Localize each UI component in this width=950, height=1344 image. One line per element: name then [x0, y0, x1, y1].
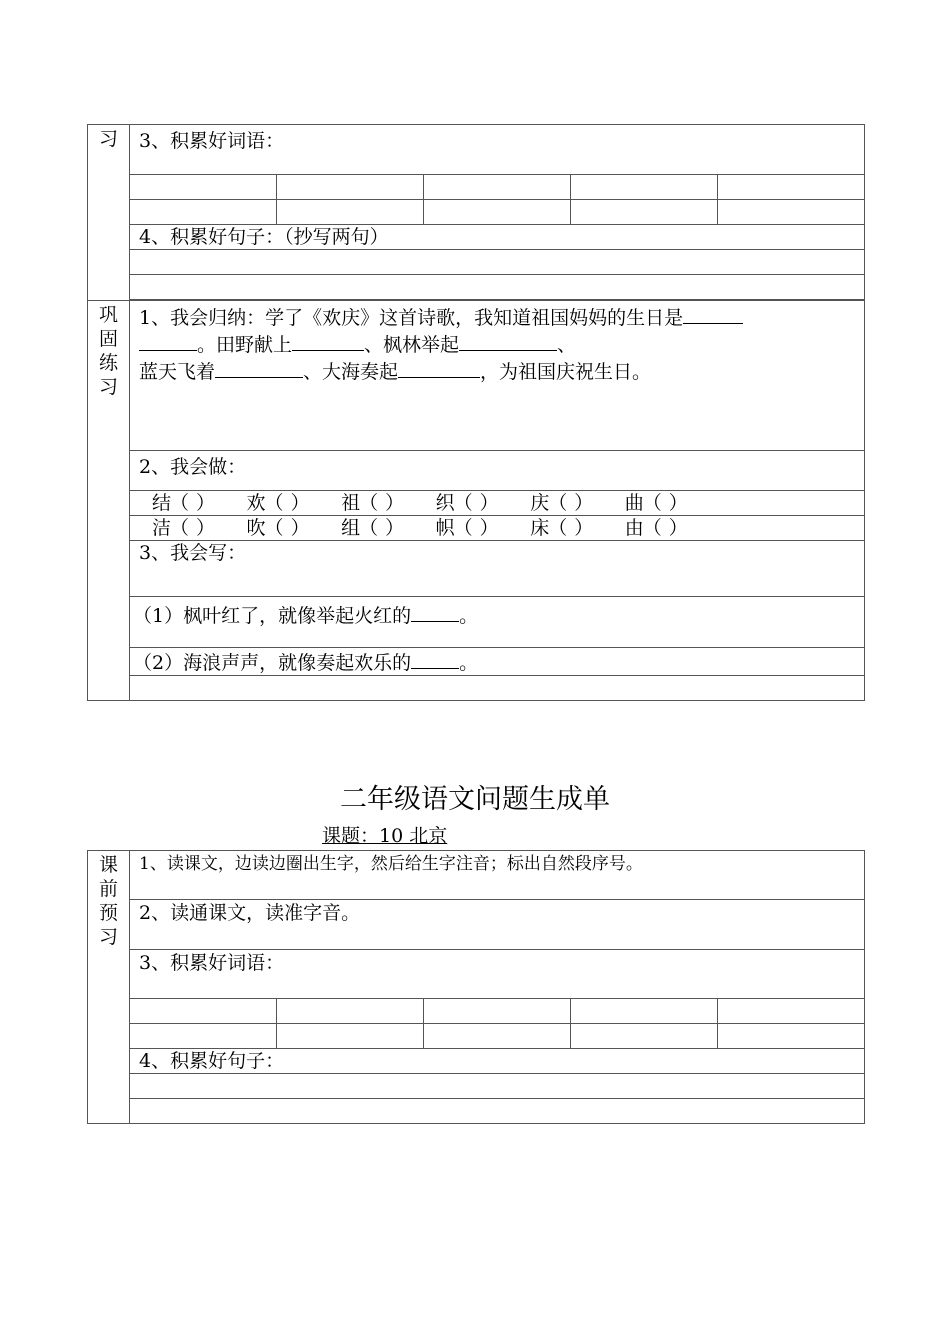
word-box[interactable] — [130, 1024, 277, 1049]
preview-q4-text: 4、积累好句子： — [139, 1050, 285, 1072]
char-paren[interactable]: （ ） — [264, 492, 311, 514]
char-paren[interactable]: （ ） — [642, 517, 689, 539]
do-prompt-row — [130, 451, 865, 491]
side-label-char: 习 — [98, 128, 118, 150]
section-label-consolidation — [88, 301, 130, 701]
summary-line2c: 、 — [557, 334, 577, 356]
worksheet-table-bottom — [87, 850, 865, 1124]
char-item: 洁 — [152, 517, 172, 539]
word-box[interactable] — [717, 1024, 864, 1049]
words-grid — [130, 175, 864, 224]
side-label-char: 预 — [98, 902, 118, 924]
write-item-2: （2）海浪声声，就像奏起欢乐的 。 — [130, 648, 865, 676]
sentence-line[interactable] — [130, 250, 865, 275]
word-box[interactable] — [717, 175, 864, 200]
word-box[interactable] — [130, 175, 277, 200]
answer-blank[interactable] — [398, 357, 480, 378]
char-group-row-1 — [130, 491, 865, 516]
word-box[interactable] — [570, 175, 717, 200]
sentences-prompt: 4、积累好句子：（抄写两句） — [139, 226, 389, 248]
char-item: 由 — [624, 517, 645, 539]
worksheet-table-top — [87, 124, 865, 701]
preview-q4 — [130, 1049, 865, 1074]
summary-line2b: 、枫林举起 — [364, 334, 460, 356]
word-box[interactable] — [570, 200, 717, 225]
words-prompt: 3、积累好词语： — [139, 130, 285, 152]
word-box[interactable] — [277, 175, 424, 200]
word-box[interactable] — [130, 200, 277, 225]
char-paren[interactable]: （ ） — [170, 517, 216, 539]
char-item: 欢 — [246, 492, 267, 514]
preview-q3-text: 3、积累好词语： — [139, 952, 285, 974]
words-grid — [130, 999, 864, 1048]
section-label-practice-end — [88, 125, 130, 301]
preview-q1-text: 1、读课文，边读边圈出生字，然后给生字注音；标出自然段序号。 — [139, 854, 643, 874]
word-box[interactable] — [570, 1024, 717, 1049]
char-paren[interactable]: （ ） — [642, 492, 689, 514]
word-box[interactable] — [277, 1024, 424, 1049]
answer-blank[interactable] — [459, 330, 557, 351]
answer-blank[interactable] — [292, 330, 364, 351]
summary-question — [130, 301, 865, 451]
side-label-char: 课 — [98, 854, 118, 876]
sentence-line[interactable] — [130, 275, 865, 300]
section-label-preview — [88, 851, 130, 1124]
char-item: 吹 — [246, 517, 267, 539]
word-box[interactable] — [570, 999, 717, 1024]
word-box[interactable] — [424, 999, 571, 1024]
char-paren[interactable]: （ ） — [548, 492, 594, 514]
word-box[interactable] — [277, 999, 424, 1024]
char-group-row-2 — [130, 516, 865, 541]
word-box[interactable] — [717, 999, 864, 1024]
summary-line3a: 蓝天飞着 — [139, 361, 216, 383]
char-paren[interactable]: （ ） — [170, 492, 216, 514]
word-box[interactable] — [130, 999, 277, 1024]
summary-line3b: 、大海奏起 — [303, 361, 399, 383]
write-item-2-text: （2）海浪声声，就像奏起欢乐的 — [133, 652, 412, 674]
page-title: 二年级语文问题生成单 — [340, 784, 610, 815]
lesson-subject: 课题：10 北京 — [322, 825, 448, 847]
summary-line1: 1、我会归纳：学了《欢庆》这首诗歌，我知道祖国妈妈的生日是 — [139, 307, 684, 329]
char-paren[interactable]: （ ） — [453, 517, 500, 539]
word-box[interactable] — [717, 200, 864, 225]
side-label-char: 前 — [98, 878, 118, 900]
write-item-1-text: （1）枫叶红了，就像举起火红的 — [133, 605, 412, 627]
char-item: 结 — [152, 492, 172, 514]
answer-blank[interactable] — [215, 357, 303, 378]
write-prompt-row — [130, 541, 865, 597]
char-item: 组 — [341, 517, 361, 539]
write-item-1: （1）枫叶红了，就像举起火红的 。 — [130, 597, 865, 648]
side-label-char: 习 — [98, 376, 118, 398]
words-prompt-row — [130, 125, 865, 175]
answer-blank[interactable] — [411, 601, 459, 622]
write-prompt: 3、我会写： — [139, 542, 247, 564]
answer-line[interactable] — [130, 676, 865, 701]
char-paren[interactable]: （ ） — [453, 492, 500, 514]
sentence-line[interactable] — [130, 1074, 865, 1099]
side-label-char: 习 — [98, 926, 118, 948]
summary-line3c: ，为祖国庆祝生日。 — [480, 361, 652, 383]
side-label-char: 巩 — [98, 304, 118, 326]
char-item: 祖 — [341, 492, 361, 514]
char-item: 帜 — [435, 517, 456, 539]
side-label-char: 固 — [98, 328, 118, 350]
char-paren[interactable]: （ ） — [359, 517, 405, 539]
words-grid-cell — [130, 175, 865, 225]
words-grid-cell — [130, 999, 865, 1049]
preview-q2 — [130, 900, 865, 950]
char-item: 曲 — [624, 492, 645, 514]
char-paren[interactable]: （ ） — [359, 492, 405, 514]
preview-q1 — [130, 851, 865, 900]
char-paren[interactable]: （ ） — [264, 517, 311, 539]
answer-blank[interactable] — [411, 648, 459, 669]
word-box[interactable] — [424, 175, 571, 200]
preview-q2-text: 2、读通课文，读准字音。 — [139, 902, 361, 924]
answer-blank[interactable] — [139, 330, 197, 351]
char-item: 床 — [530, 517, 550, 539]
sentences-prompt-row — [130, 225, 865, 250]
word-box[interactable] — [424, 200, 571, 225]
char-paren[interactable]: （ ） — [548, 517, 594, 539]
word-box[interactable] — [424, 1024, 571, 1049]
sentence-line[interactable] — [130, 1099, 865, 1124]
char-item: 庆 — [530, 492, 550, 514]
preview-q3 — [130, 950, 865, 999]
answer-blank[interactable] — [683, 303, 743, 324]
char-item: 织 — [435, 492, 456, 514]
word-box[interactable] — [277, 200, 424, 225]
summary-line2a: 。田野献上 — [197, 334, 293, 356]
do-prompt: 2、我会做： — [139, 456, 247, 478]
side-label-char: 练 — [98, 352, 118, 374]
